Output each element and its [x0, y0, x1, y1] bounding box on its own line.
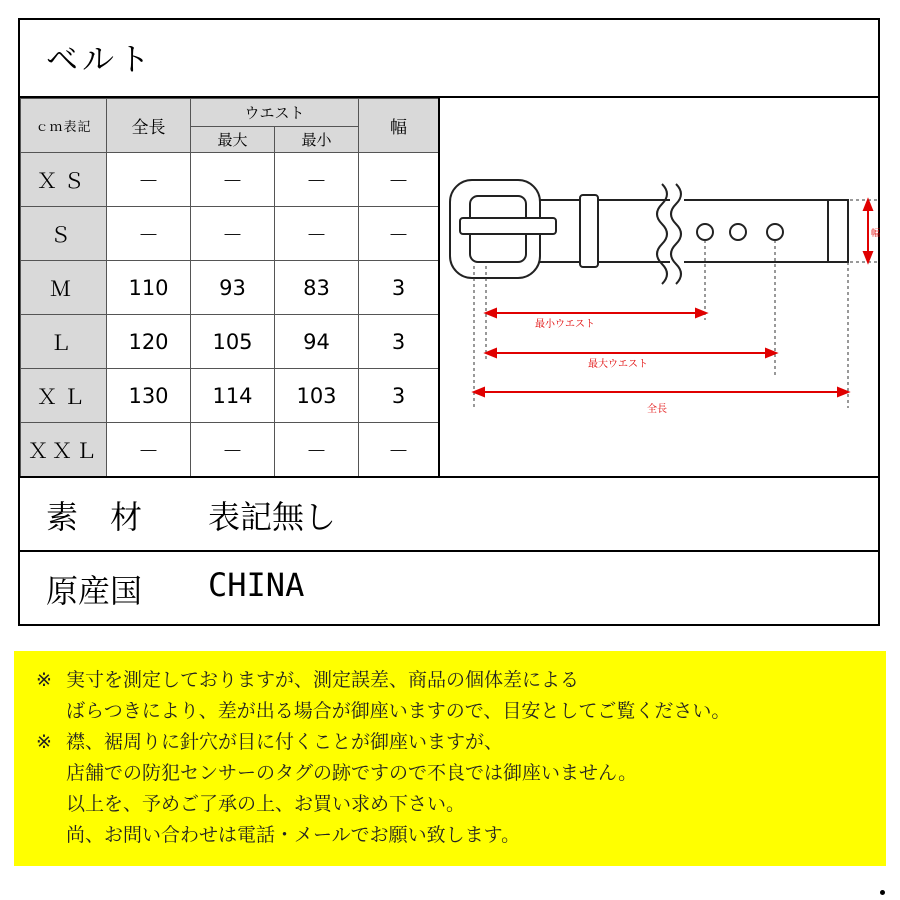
material-label: 素 材 — [46, 498, 143, 536]
notice-line: ※ 実寸を測定しておりますが、測定誤差、商品の個体差による — [36, 665, 886, 696]
cell-max: 114 — [191, 369, 275, 423]
cell-min: 103 — [275, 369, 359, 423]
table-row — [21, 207, 439, 261]
cell-total: 120 — [107, 315, 191, 369]
header-waist-min: 最小 — [275, 127, 359, 153]
bullet-dot — [880, 890, 885, 895]
row-size: Ｍ — [21, 261, 107, 315]
width-label: 幅 — [870, 229, 880, 239]
cell-min: 94 — [275, 315, 359, 369]
origin-row — [20, 550, 878, 626]
table-row — [21, 315, 439, 369]
table-row — [21, 369, 439, 423]
cell-width: 3 — [359, 315, 439, 369]
cell-total: － — [107, 423, 191, 477]
header-width: 幅 — [359, 99, 439, 153]
cell-total: 110 — [107, 261, 191, 315]
row-size: ＸＳ — [21, 153, 107, 207]
row-size: ＸＸＬ — [21, 423, 107, 477]
product-title: ベルト — [46, 40, 155, 78]
cell-total: － — [107, 207, 191, 261]
notice-line: 以上を、予めご了承の上、お買い求め下さい。 — [66, 793, 466, 815]
origin-value: CHINA — [208, 566, 305, 604]
size-table — [20, 98, 439, 477]
cell-max: 105 — [191, 315, 275, 369]
notice-box — [14, 651, 886, 866]
table-header-row — [21, 99, 439, 127]
cell-max: － — [191, 423, 275, 477]
buckle-icon — [450, 180, 556, 278]
header-total-length: 全長 — [107, 99, 191, 153]
notice-line: 店舗での防犯センサーのタグの跡ですので不良では御座いません。 — [66, 762, 638, 784]
row-size: Ｌ — [21, 315, 107, 369]
row-size: Ｓ — [21, 207, 107, 261]
table-row — [21, 261, 439, 315]
cell-min: 83 — [275, 261, 359, 315]
belt-diagram — [440, 170, 880, 430]
cell-min: － — [275, 423, 359, 477]
cell-min: － — [275, 207, 359, 261]
cell-max: － — [191, 153, 275, 207]
note-mark: ※ — [36, 669, 52, 691]
total-length-label: 全長 — [647, 404, 667, 415]
row-size: ＸＬ — [21, 369, 107, 423]
cell-width: － — [359, 423, 439, 477]
cell-width: 3 — [359, 369, 439, 423]
cell-width: － — [359, 153, 439, 207]
cell-width: 3 — [359, 261, 439, 315]
header-size: ｃｍ表記 — [21, 99, 107, 153]
header-waist: ウエスト — [191, 99, 359, 127]
table-row — [21, 153, 439, 207]
cell-max: － — [191, 207, 275, 261]
cell-max: 93 — [191, 261, 275, 315]
material-value: 表記無し — [208, 498, 337, 536]
note-mark: ※ — [36, 731, 52, 753]
cell-total: － — [107, 153, 191, 207]
notice-line: ばらつきにより、差が出る場合が御座いますので、目安としてご覧ください。 — [66, 700, 731, 722]
belt-strap — [540, 184, 848, 284]
size-chart-frame — [18, 18, 880, 626]
origin-label: 原産国 — [46, 572, 143, 610]
table-row — [21, 423, 439, 477]
min-waist-label: 最小ウエスト — [535, 319, 595, 330]
cell-total: 130 — [107, 369, 191, 423]
max-waist-label: 最大ウエスト — [588, 359, 648, 370]
notice-line: ※ 襟、裾周りに針穴が目に付くことが御座いますが、 — [36, 727, 886, 758]
header-waist-max: 最大 — [191, 127, 275, 153]
title-row — [20, 20, 878, 98]
cell-width: － — [359, 207, 439, 261]
cell-min: － — [275, 153, 359, 207]
material-row — [20, 476, 878, 552]
notice-line: 尚、お問い合わせは電話・メールでお願い致します。 — [66, 824, 521, 846]
